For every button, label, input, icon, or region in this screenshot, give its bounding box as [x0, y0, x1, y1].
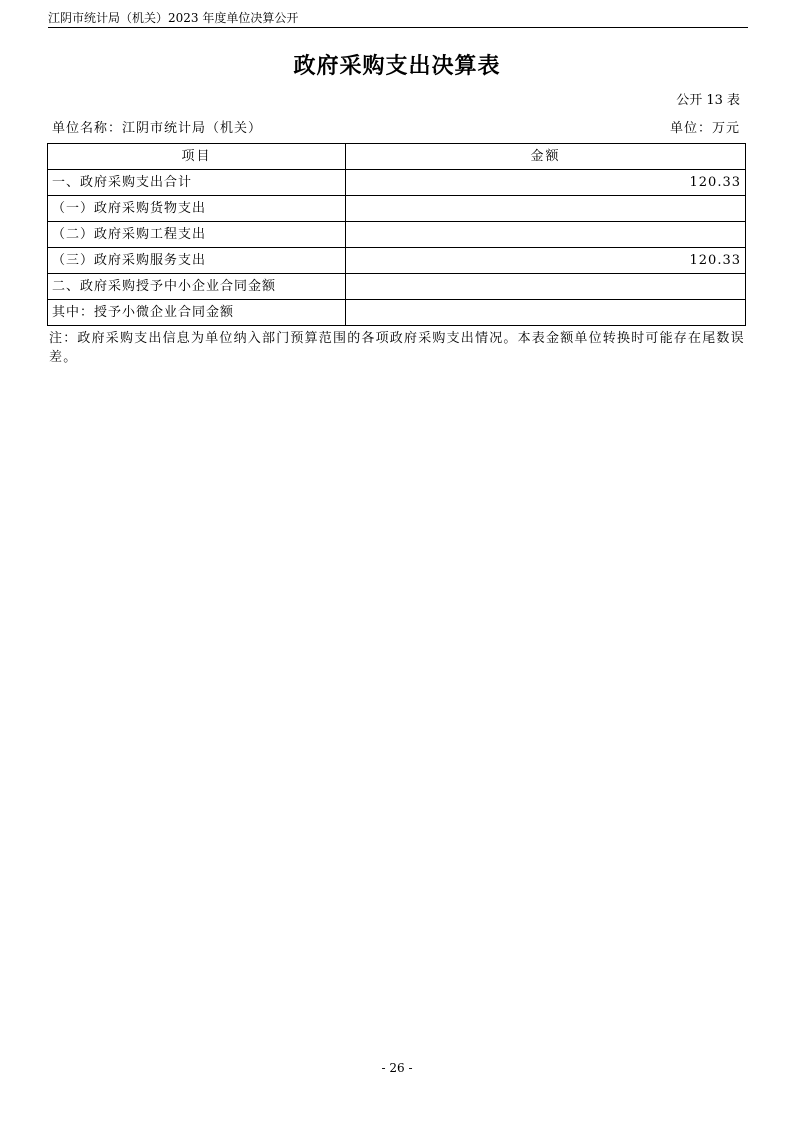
- table-row: [48, 300, 746, 326]
- row-amount: [346, 300, 746, 326]
- table-header-row: [48, 144, 746, 170]
- table-row: [48, 196, 746, 222]
- table-number: 公开 13 表: [676, 93, 740, 108]
- procurement-table: [47, 143, 746, 326]
- table-note: 注：政府采购支出信息为单位纳入部门预算范围的各项政府采购支出情况。本表金额单位转换时可能存在尾数误差。: [49, 331, 745, 365]
- unit-measure: 单位：万元: [669, 121, 740, 136]
- row-amount: [346, 222, 746, 248]
- row-item: 其中：授予小微企业合同金额: [48, 300, 346, 326]
- unit-name: 单位名称：江阴市统计局（机关）: [52, 121, 263, 136]
- row-item: （三）政府采购服务支出: [48, 248, 346, 274]
- row-item: 一、政府采购支出合计: [48, 170, 346, 196]
- table-row: [48, 274, 746, 300]
- table-meta: [52, 120, 740, 138]
- running-header: 江阴市统计局（机关）2023 年度单位决算公开: [48, 11, 299, 25]
- row-amount: [346, 274, 746, 300]
- row-amount: [346, 196, 746, 222]
- column-header-item: 项目: [48, 144, 346, 170]
- header-rule: [48, 27, 748, 28]
- page-number: - 26 -: [381, 1061, 413, 1075]
- row-amount: 120.33: [346, 248, 746, 274]
- row-item: 二、政府采购授予中小企业合同金额: [48, 274, 346, 300]
- table-row: [48, 170, 746, 196]
- row-amount: 120.33: [346, 170, 746, 196]
- row-item: （一）政府采购货物支出: [48, 196, 346, 222]
- table-row: [48, 248, 746, 274]
- column-header-amount: 金额: [346, 144, 746, 170]
- document-title: 政府采购支出决算表: [293, 54, 501, 79]
- row-item: （二）政府采购工程支出: [48, 222, 346, 248]
- table-row: [48, 222, 746, 248]
